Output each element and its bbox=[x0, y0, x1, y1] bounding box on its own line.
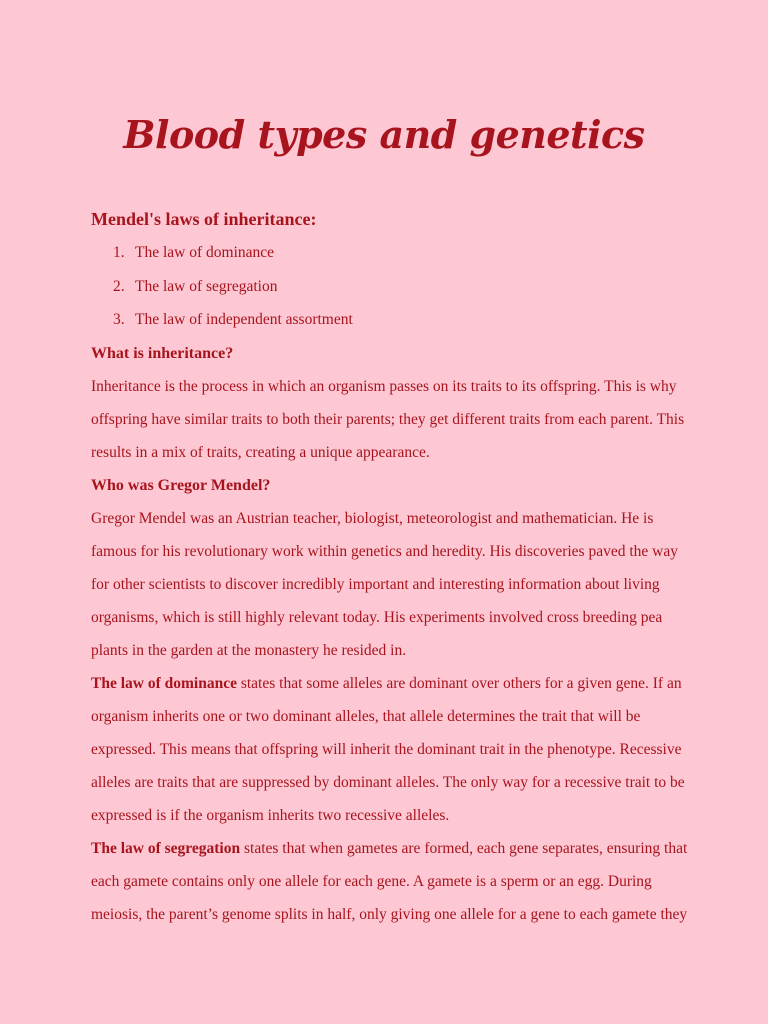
dominance-lead: The law of dominance bbox=[91, 674, 237, 692]
document-content bbox=[91, 203, 691, 931]
segregation-lead: The law of segregation bbox=[91, 839, 241, 857]
mendel-paragraph: Gregor Mendel was an Austrian teacher, biologist, meteorologist and mathematician. He is famous for his revolutionary work within genetics and heredity. His discoveries paved the way for other scientists to discover incredibly important and interesting information about living organisms, which is still highly relevant today. His experiments involved cross breeding pea plants in the garden at the monastery he resided in. bbox=[91, 509, 678, 659]
list-item-text: The law of independent assortment bbox=[135, 311, 353, 328]
mendel-laws-list bbox=[91, 236, 691, 337]
list-item-text: The law of segregation bbox=[135, 277, 278, 295]
dominance-body: states that some alleles are dominant over others for a given gene. If an organism inherits one or two dominant alleles, that allele determines the trait that will be expressed. This means that offspring will inherit the dominant trait in the phenotype. Recessive alleles are traits that are suppressed by dominant alleles. The only way for a recessive trait to be expressed is if the organism inherits two recessive alleles. bbox=[91, 674, 685, 824]
mendel-laws-heading: Mendel's laws of inheritance: bbox=[91, 209, 317, 229]
list-item bbox=[91, 236, 691, 270]
dominance-paragraph bbox=[91, 667, 691, 832]
list-item bbox=[91, 270, 691, 304]
list-item bbox=[91, 303, 691, 337]
mendel-heading: Who was Gregor Mendel? bbox=[91, 476, 271, 494]
segregation-body: states that when gametes are formed, each gene separates, ensuring that each gamete contains only one allele for each gene. A gamete is a sperm or an egg. During meiosis, the parent’s genome splits in half, only giving one allele for a gene to each gamete they bbox=[91, 839, 688, 923]
document-title: Blood types and genetics bbox=[123, 112, 645, 157]
list-item-number: 1. bbox=[113, 244, 125, 261]
inheritance-heading: What is inheritance? bbox=[91, 344, 234, 362]
list-item-number: 3. bbox=[113, 311, 125, 328]
list-item-number: 2. bbox=[113, 277, 125, 295]
segregation-paragraph bbox=[91, 832, 691, 931]
list-item-text: The law of dominance bbox=[135, 244, 275, 261]
inheritance-paragraph: Inheritance is the process in which an organism passes on its traits to its offspring. This is why offspring have similar traits to both their parents; they get different traits from each parent. This results in a mix of traits, creating a unique appearance. bbox=[91, 377, 685, 461]
